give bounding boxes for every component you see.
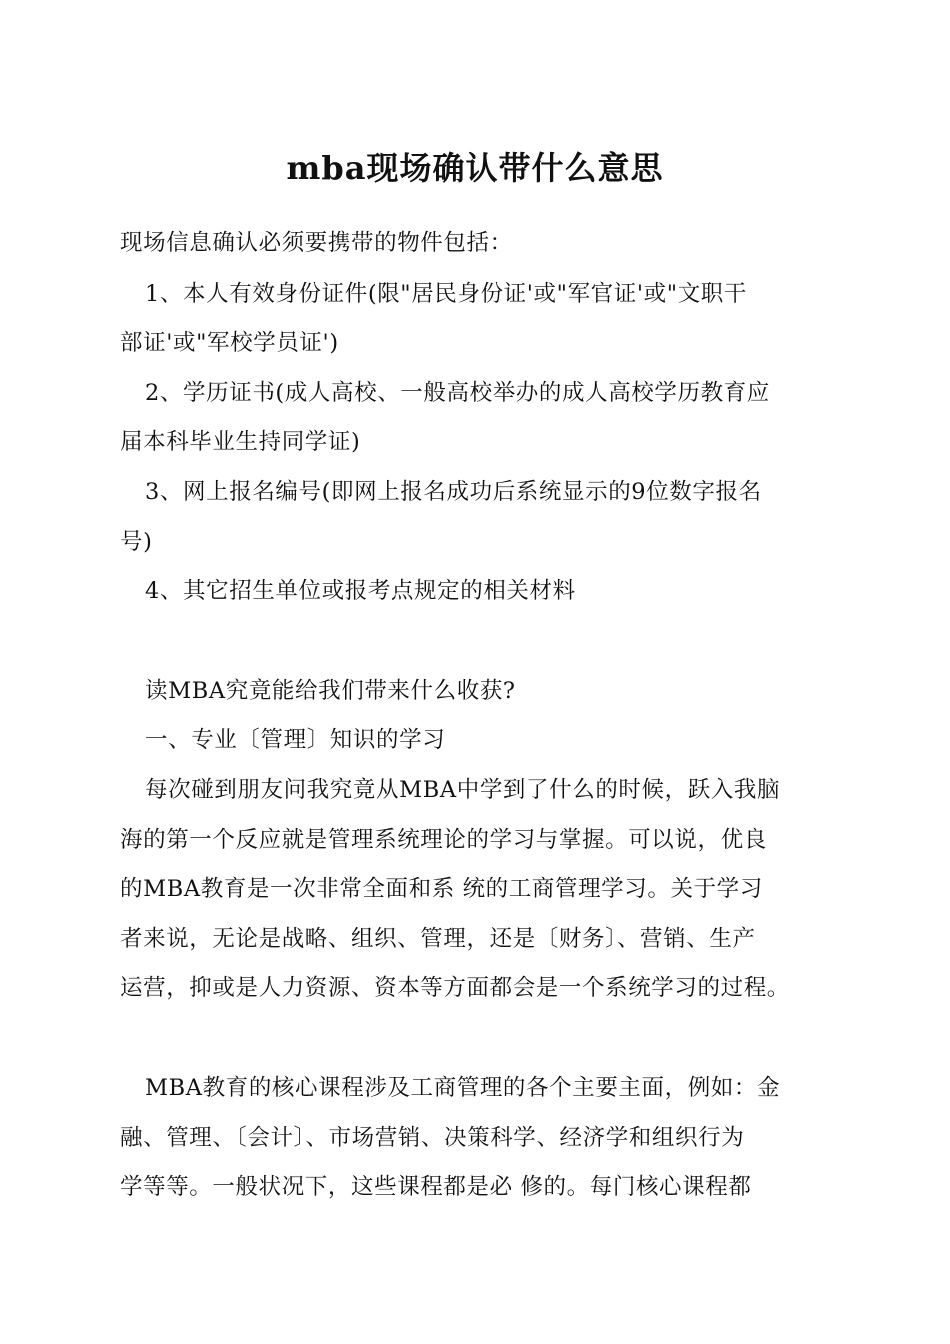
- paragraph-intro: 现场信息确认必须要携带的物件包括：: [120, 230, 513, 256]
- page-title: mba现场确认带什么意思: [286, 149, 664, 187]
- paragraph-2-line-1: MBA教育的核心课程涉及工商管理的各个主要主面，例如：金: [145, 1075, 781, 1101]
- list-item-1-line-1: 1、本人有效身份证件(限"居民身份证'或"军官证'或"文职干: [145, 281, 748, 307]
- list-item-2-line-2: 届本科毕业生持同学证): [120, 429, 361, 455]
- paragraph-2-line-2: 融、管理、〔会计〕、市场营销、决策科学、经济学和组织行为: [120, 1125, 745, 1151]
- paragraph-1-line-5: 运营，抑或是人力资源、资本等方面都会是一个系统学习的过程。: [120, 975, 790, 1001]
- paragraph-2-line-3: 学等等。一般状况下，这些课程都是必 修的。每门核心课程都: [120, 1174, 752, 1200]
- list-item-3-line-1: 3、网上报名编号(即网上报名成功后系统显示的9位数字报名: [145, 479, 762, 505]
- list-item-1-line-2: 部证'或"军校学员证'): [120, 330, 339, 356]
- list-item-4: 4、其它招生单位或报考点规定的相关材料: [145, 578, 576, 604]
- section-heading: 一、专业〔管理〕知识的学习: [145, 727, 446, 753]
- list-item-3-line-2: 号): [120, 529, 153, 555]
- paragraph-1-line-2: 海的第一个反应就是管理系统理论的学习与掌握。可以说，优良: [120, 827, 767, 853]
- paragraph-1-line-4: 者来说，无论是战略、组织、管理，还是〔财务〕、营销、生产: [120, 926, 756, 952]
- paragraph-1-line-3: 的MBA教育是一次非常全面和系 统的工商管理学习。关于学习: [120, 876, 763, 902]
- list-item-2-line-1: 2、学历证书(成人高校、一般高校举办的成人高校学历教育应: [145, 380, 770, 406]
- paragraph-1-line-1: 每次碰到朋友问我究竟从MBA中学到了什么的时候，跃入我脑: [145, 777, 781, 803]
- section-question: 读MBA究竟能给我们带来什么收获?: [145, 678, 516, 704]
